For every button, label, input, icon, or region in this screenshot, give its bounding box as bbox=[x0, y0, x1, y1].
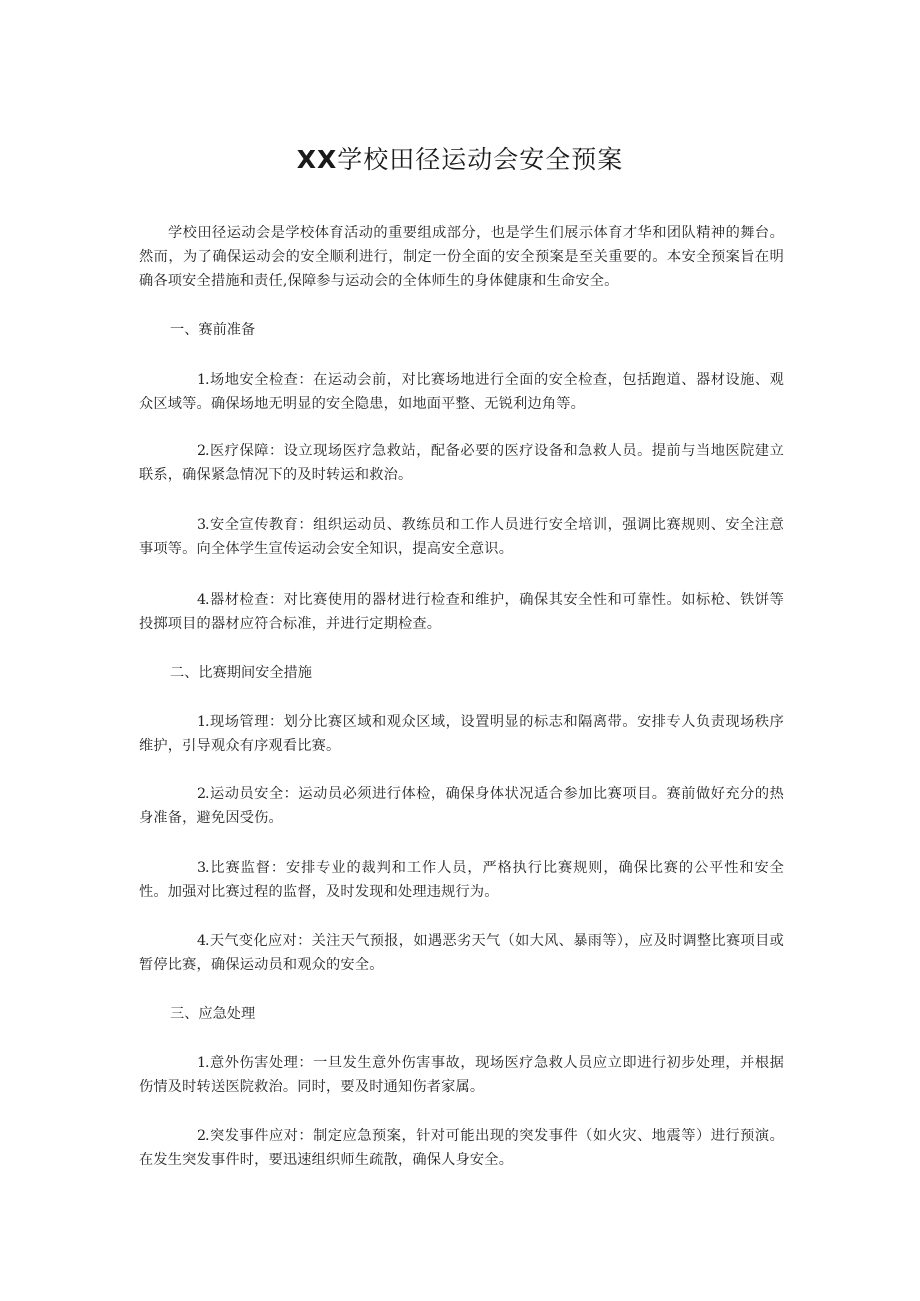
item-number: 1 bbox=[197, 372, 207, 388]
item-number: 3 bbox=[197, 860, 207, 876]
intro-paragraph: 学校田径运动会是学校体育活动的重要组成部分，也是学生们展示体育才华和团队精神的舞台。然而，为了确保运动会的安全顺利进行，制定一份全面的安全预案是至关重要的。本安全预案旨在明确各项安全措施和责任,保障参与运动会的全体师生的身体健康和生命安全。 bbox=[139, 225, 784, 289]
list-item bbox=[139, 588, 784, 636]
item-number: 2 bbox=[197, 1128, 207, 1144]
item-text: .医疗保障：设立现场医疗急救站，配备必要的医疗设备和急救人员。提前与当地医院建立联系，确保紧急情况下的及时转运和救治。 bbox=[139, 443, 784, 483]
item-text: .器材检查：对比赛使用的器材进行检查和维护，确保其安全性和可靠性。如标枪、铁饼等投掷项目的器材应符合标准，并进行定期检查。 bbox=[139, 592, 784, 632]
item-number: 4 bbox=[197, 933, 207, 949]
item-number: 4 bbox=[197, 592, 207, 608]
item-number: 1 bbox=[197, 1055, 207, 1071]
section-heading: 三、应急处理 bbox=[170, 1006, 256, 1022]
item-text: .运动员安全：运动员必须进行体检，确保身体状况适合参加比赛项目。赛前做好充分的热身准备，避免因受伤。 bbox=[139, 786, 784, 826]
item-text: .比赛监督：安排专业的裁判和工作人员，严格执行比赛规则，确保比赛的公平性和安全性。加强对比赛过程的监督，及时发现和处理违规行为。 bbox=[139, 860, 784, 900]
item-text: .现场管理：划分比赛区域和观众区域，设置明显的标志和隔离带。安排专人负责现场秩序维护，引导观众有序观看比赛。 bbox=[139, 714, 784, 754]
list-item bbox=[139, 710, 784, 758]
item-number: 3 bbox=[197, 517, 207, 533]
item-text: .突发事件应对：制定应急预案，针对可能出现的突发事件（如火灾、地震等）进行预演。在发生突发事件时，要迅速组织师生疏散，确保人身安全。 bbox=[139, 1128, 784, 1168]
item-text: .天气变化应对：关注天气预报，如遇恶劣天气（如大风、暴雨等），应及时调整比赛项目或暂停比赛，确保运动员和观众的安全。 bbox=[139, 933, 784, 973]
list-item bbox=[139, 513, 784, 561]
list-item bbox=[139, 368, 784, 416]
item-text: .安全宣传教育：组织运动员、教练员和工作人员进行安全培训，强调比赛规则、安全注意事项等。向全体学生宣传运动会安全知识，提高安全意识。 bbox=[139, 517, 784, 557]
item-number: 2 bbox=[197, 786, 207, 802]
item-number: 1 bbox=[197, 714, 207, 730]
list-item bbox=[139, 1051, 784, 1099]
list-item bbox=[139, 1124, 784, 1172]
title-prefix: XX bbox=[296, 145, 338, 174]
section-heading: 一、赛前准备 bbox=[170, 322, 256, 338]
list-item bbox=[139, 856, 784, 904]
list-item bbox=[139, 929, 784, 977]
section-heading: 二、比赛期间安全措施 bbox=[170, 665, 312, 681]
list-item bbox=[139, 782, 784, 830]
item-text: .意外伤害处理：一旦发生意外伤害事故，现场医疗急救人员应立即进行初步处理，并根据伤情及时转送医院救治。同时，要及时通知伤者家属。 bbox=[139, 1055, 784, 1095]
list-item bbox=[139, 439, 784, 487]
item-number: 2 bbox=[197, 443, 207, 459]
item-text: .场地安全检查：在运动会前，对比赛场地进行全面的安全检查，包括跑道、器材设施、观众区域等。确保场地无明显的安全隐患，如地面平整、无锐利边角等。 bbox=[139, 372, 784, 412]
document-title bbox=[0, 140, 920, 176]
title-text: 学校田径运动会安全预案 bbox=[337, 145, 624, 174]
